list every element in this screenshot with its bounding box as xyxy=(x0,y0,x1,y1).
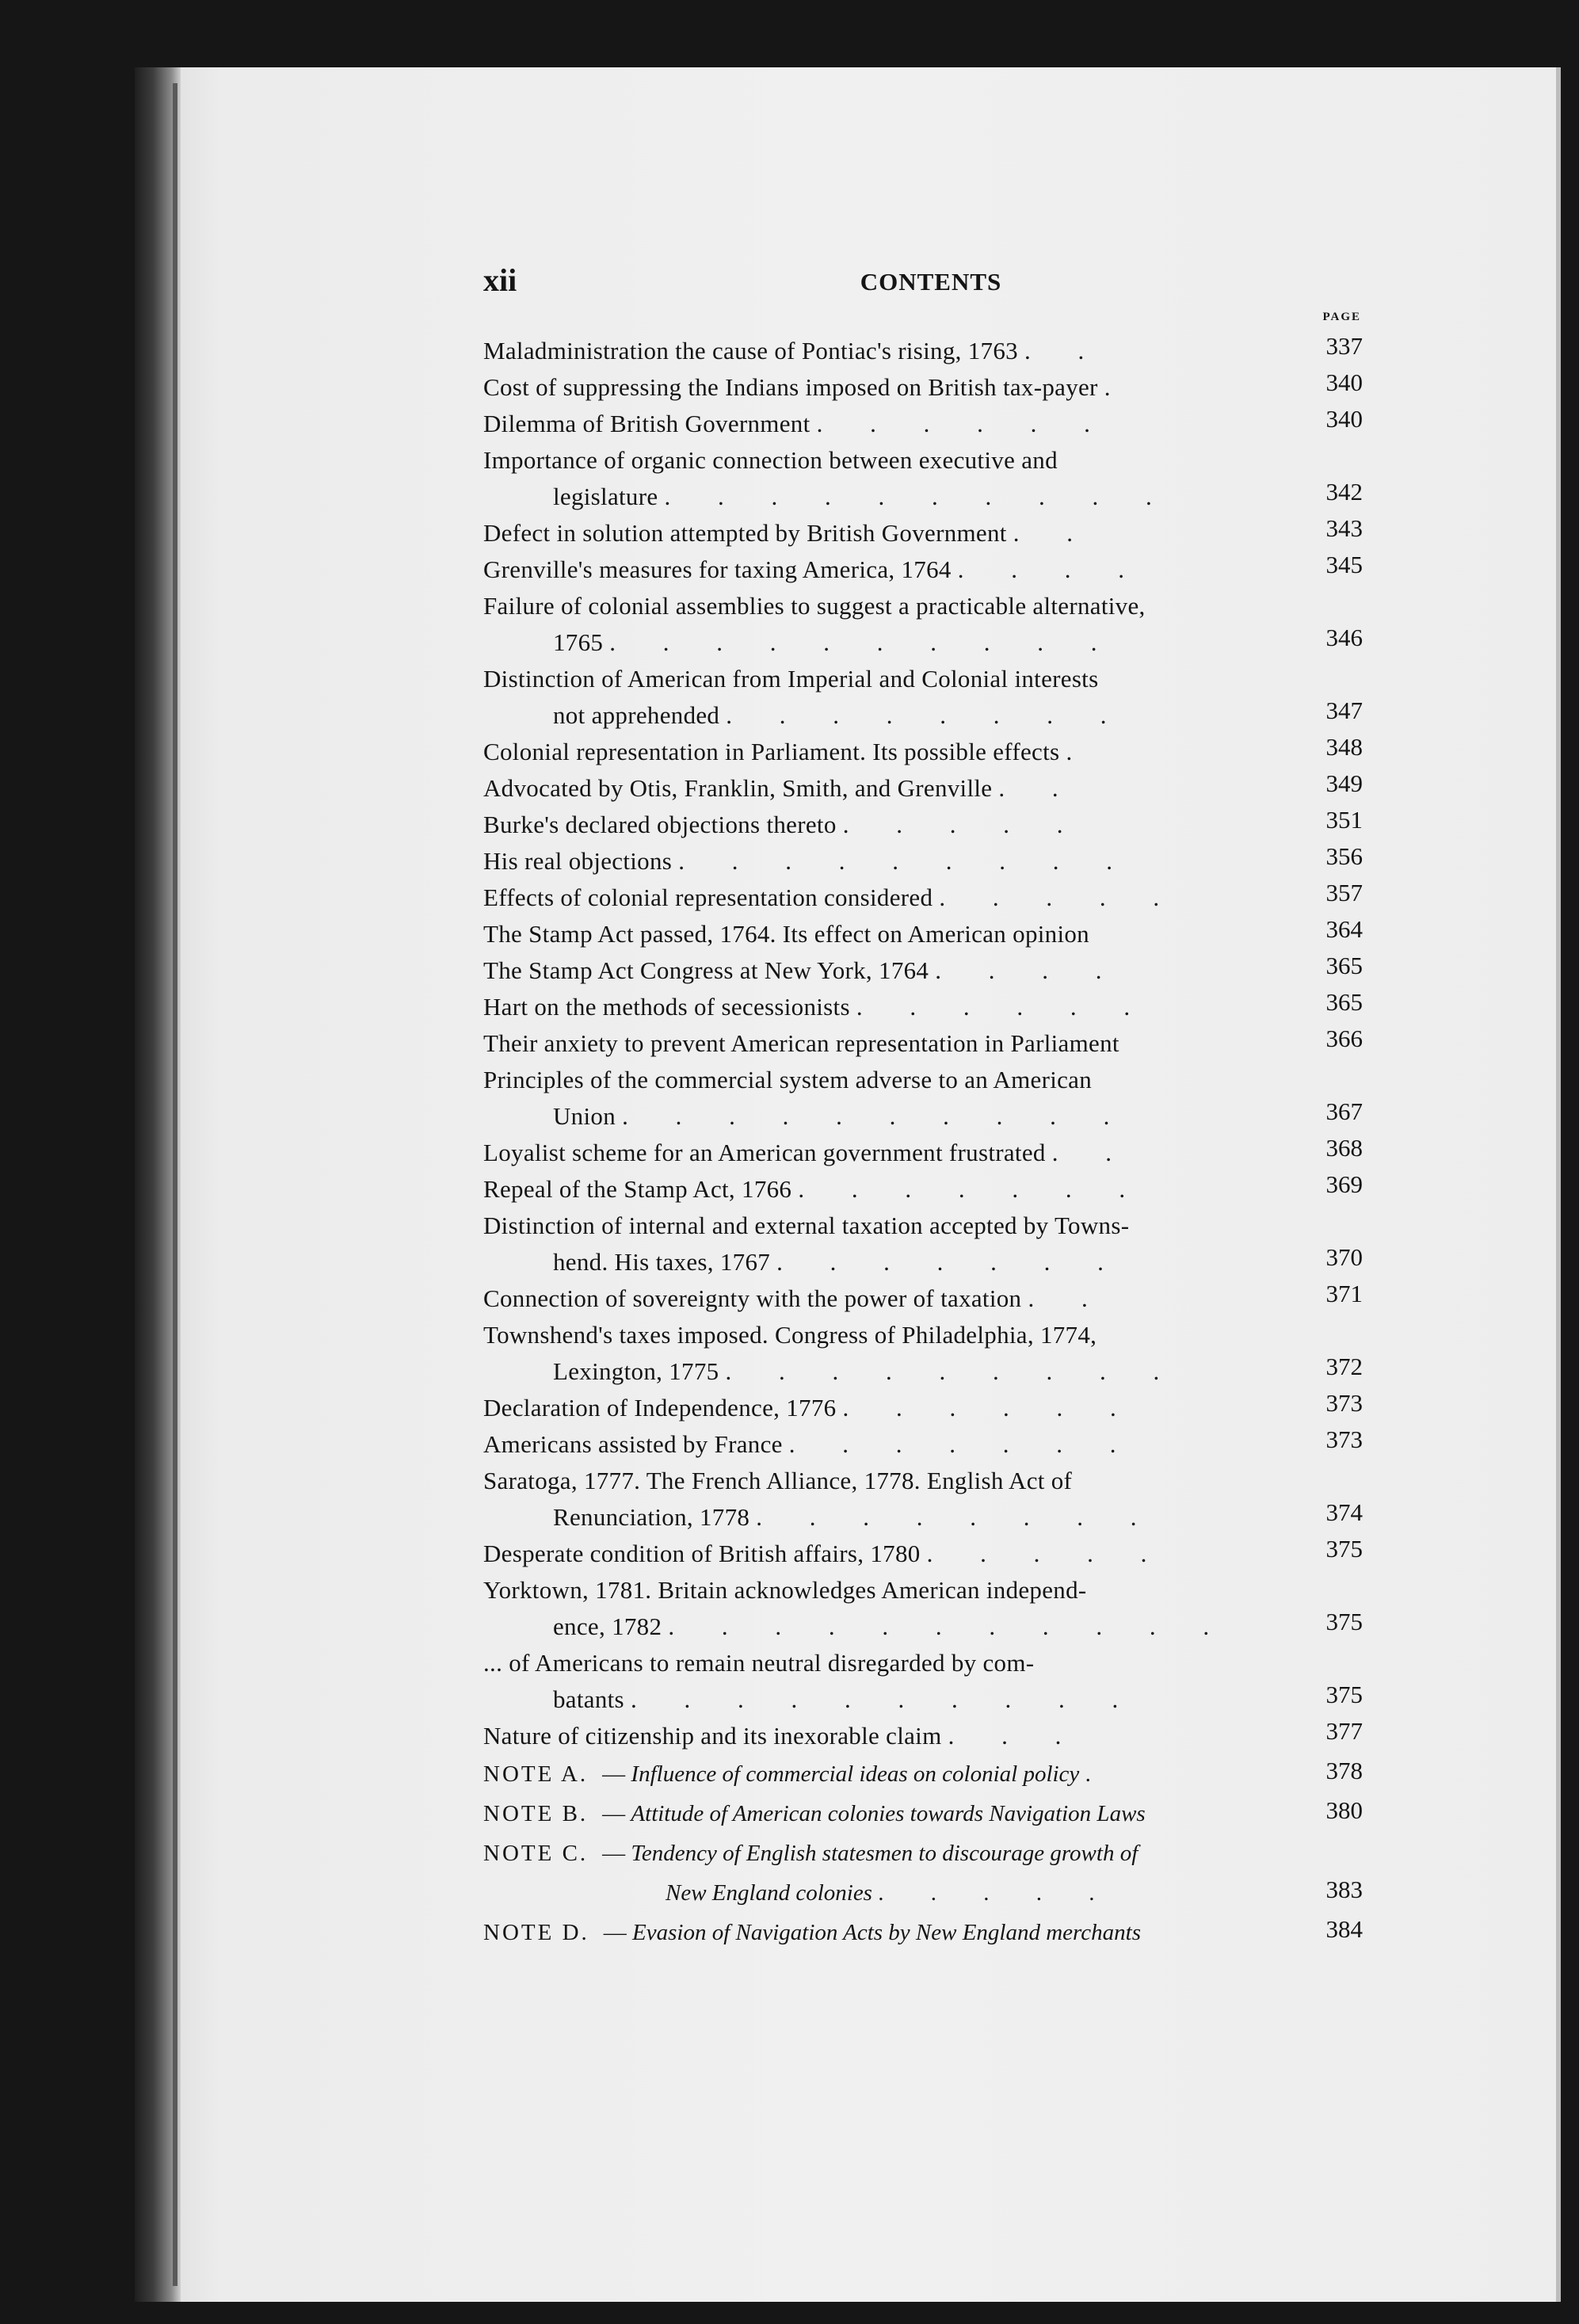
entry-title-text: Repeal of the Stamp Act, 1766 xyxy=(483,1175,792,1203)
entry-title-line xyxy=(483,406,1379,442)
entry-page-number: 365 xyxy=(1325,952,1363,979)
toc-entry xyxy=(483,880,1379,916)
dot-leader: . . xyxy=(1051,1139,1133,1166)
note-label: NOTE C. xyxy=(483,1841,589,1866)
entry-title-line xyxy=(483,843,1379,880)
toc-entry xyxy=(483,1645,1379,1718)
dot-leader: . . . . xyxy=(957,555,1146,583)
entry-title-text: Distinction of internal and external taxation accepted by Towns- xyxy=(483,1212,1130,1239)
entry-title-line xyxy=(483,1681,1379,1718)
entry-title-text: Grenville's measures for taxing America, 1764 xyxy=(483,555,952,583)
toc-entry xyxy=(483,333,1379,369)
toc-entry xyxy=(483,1280,1379,1317)
dot-leader: . . . . . . xyxy=(856,993,1151,1021)
entry-page-number: 377 xyxy=(1325,1717,1363,1745)
entry-page-number: 347 xyxy=(1325,696,1363,724)
toc-note xyxy=(483,1913,1379,1952)
dot-leader: . . . . . . . . . . xyxy=(622,1102,1131,1130)
entry-title-line xyxy=(483,333,1379,369)
note-label: NOTE B. xyxy=(483,1801,589,1826)
note-title: Attitude of American colonies towards Navigation Laws xyxy=(631,1801,1146,1826)
dot-leader: . . . . . . xyxy=(816,410,1111,437)
entry-title-line xyxy=(483,588,1379,624)
toc-entry xyxy=(483,1171,1379,1208)
dot-leader: . . . . . . . . . . . xyxy=(668,1612,1230,1640)
note-line: NOTE B. — Attitude of American colonies towards Navigation Laws xyxy=(483,1801,1146,1826)
dot-leader: . . . . . . . . . xyxy=(725,1357,1180,1385)
note-page-number: 378 xyxy=(1325,1757,1363,1784)
toc-entry xyxy=(483,515,1379,551)
toc-entry xyxy=(483,588,1379,661)
note-label: NOTE D. xyxy=(483,1920,589,1945)
entry-title-text: Union xyxy=(553,1102,616,1130)
entry-title-text: Failure of colonial assemblies to suggest a practicable alternative, xyxy=(483,592,1146,620)
dot-leader: . . xyxy=(1028,1284,1108,1312)
toc-entry xyxy=(483,843,1379,880)
entry-title-line xyxy=(483,1135,1379,1171)
entry-page-number: 369 xyxy=(1325,1170,1363,1198)
toc-entry xyxy=(483,1718,1379,1754)
entry-title-line xyxy=(483,916,1379,952)
toc-entry xyxy=(483,1317,1379,1390)
entry-title-text: Maladministration the cause of Pontiac's rising, 1763 xyxy=(483,337,1018,364)
entry-title-text: Americans assisted by France xyxy=(483,1430,783,1458)
entry-page-number: 364 xyxy=(1325,915,1363,943)
entry-page-number: 373 xyxy=(1325,1425,1363,1453)
note-page-number: 384 xyxy=(1325,1915,1363,1943)
toc-entries xyxy=(483,333,1379,1754)
page-edge xyxy=(1556,67,1561,2302)
entry-title-text: Cost of suppressing the Indians imposed on British tax-payer xyxy=(483,373,1098,401)
entry-title-text: Colonial representation in Parliament. Its possible effects xyxy=(483,738,1060,765)
entry-title-text: The Stamp Act Congress at New York, 1764 xyxy=(483,956,929,984)
entry-title-text: Principles of the commercial system adverse to an American xyxy=(483,1066,1093,1093)
entry-title-text: 1765 xyxy=(553,628,604,656)
toc-entry xyxy=(483,770,1379,807)
note-line: NOTE D. — Evasion of Navigation Acts by New England merchants xyxy=(483,1920,1141,1945)
entry-title-text: Renunciation, 1778 xyxy=(553,1503,750,1531)
dot-leader: . . . . xyxy=(935,956,1123,984)
note-title: Evasion of Navigation Acts by New England merchants xyxy=(632,1920,1141,1945)
dot-leader: . xyxy=(1085,1761,1112,1787)
note-page-number: 380 xyxy=(1325,1796,1363,1824)
entry-title-line xyxy=(483,1171,1379,1208)
toc-entry xyxy=(483,989,1379,1025)
entry-title-line xyxy=(483,1426,1379,1463)
toc-entry xyxy=(483,1025,1379,1062)
dot-leader: . . . . . . . . xyxy=(726,701,1127,729)
dot-leader: . . . . . . . xyxy=(798,1175,1146,1203)
dot-leader: . xyxy=(1066,738,1093,765)
note-label: NOTE A. xyxy=(483,1761,589,1787)
entry-title-text: Advocated by Otis, Franklin, Smith, and Grenville xyxy=(483,774,993,802)
entry-page-number: 375 xyxy=(1325,1608,1363,1635)
entry-page-number: 373 xyxy=(1325,1389,1363,1417)
entry-title-text: His real objections xyxy=(483,847,673,875)
entry-page-number: 340 xyxy=(1325,368,1363,396)
entry-title-line xyxy=(483,1025,1379,1062)
entry-page-number: 356 xyxy=(1325,842,1363,870)
entry-title-line xyxy=(483,624,1379,661)
dot-leader: . . xyxy=(998,774,1079,802)
entry-title-line xyxy=(483,1499,1379,1536)
entry-title-text: Distinction of American from Imperial and Colonial interests xyxy=(483,665,1099,693)
entry-title-text: Loyalist scheme for an American government frustrated xyxy=(483,1139,1046,1166)
entry-title-text: Dilemma of British Government xyxy=(483,410,810,437)
dot-leader: . . . . . . . xyxy=(776,1248,1124,1276)
entry-title-line xyxy=(483,1718,1379,1754)
note-title: Influence of commercial ideas on colonial policy xyxy=(631,1761,1080,1787)
dot-leader: . . . . . . . xyxy=(788,1430,1137,1458)
entry-page-number: 357 xyxy=(1325,879,1363,906)
entry-title-line xyxy=(483,697,1379,734)
toc-entry xyxy=(483,406,1379,442)
toc-entry xyxy=(483,442,1379,515)
entry-title-text: Desperate condition of British affairs, 1780 xyxy=(483,1540,921,1567)
toc-entry xyxy=(483,369,1379,406)
toc-entry xyxy=(483,952,1379,989)
entry-page-number: 343 xyxy=(1325,514,1363,542)
entry-title-line xyxy=(483,479,1379,515)
toc-note xyxy=(483,1834,1379,1913)
entry-page-number: 351 xyxy=(1325,806,1363,834)
entry-title-line xyxy=(483,515,1379,551)
entry-page-number: 375 xyxy=(1325,1681,1363,1708)
entry-title-text: legislature xyxy=(553,483,658,510)
entry-title-line xyxy=(483,1645,1379,1681)
entry-page-number: 349 xyxy=(1325,769,1363,797)
binding-edge xyxy=(173,83,177,2286)
entry-title-line xyxy=(483,807,1379,843)
entry-title-line xyxy=(483,952,1379,989)
toc-entry xyxy=(483,1135,1379,1171)
dot-leader: . . . . . xyxy=(842,811,1084,838)
entry-title-text: Nature of citizenship and its inexorable claim xyxy=(483,1722,942,1750)
dot-leader: . . . . . xyxy=(926,1540,1168,1567)
contents-page xyxy=(483,261,1379,1952)
entry-title-line xyxy=(483,661,1379,697)
entry-title-line xyxy=(483,770,1379,807)
toc-note xyxy=(483,1754,1379,1794)
entry-page-number: 375 xyxy=(1325,1535,1363,1563)
entry-title-text: Their anxiety to prevent American representation in Parliament xyxy=(483,1029,1119,1057)
entry-page-number: 346 xyxy=(1325,624,1363,651)
entry-page-number: 366 xyxy=(1325,1025,1363,1052)
note-title: New England colonies xyxy=(666,1880,872,1906)
toc-entry xyxy=(483,734,1379,770)
dot-leader: . . . . . . . . . . xyxy=(609,628,1118,656)
toc-entry xyxy=(483,1536,1379,1572)
entry-title-text: Townshend's taxes imposed. Congress of Philadelphia, 1774, xyxy=(483,1321,1097,1349)
toc-entry xyxy=(483,1463,1379,1536)
page-column-label: PAGE xyxy=(1322,311,1361,323)
entry-title-line xyxy=(483,1098,1379,1135)
entry-page-number: 348 xyxy=(1325,733,1363,761)
entry-title-text: Burke's declared objections thereto xyxy=(483,811,837,838)
entry-title-line xyxy=(483,1353,1379,1390)
dot-leader: . . . . . . . . . . xyxy=(630,1685,1139,1713)
toc-entry xyxy=(483,807,1379,843)
entry-title-text: Effects of colonial representation considered xyxy=(483,883,933,911)
entry-page-number: 371 xyxy=(1325,1280,1363,1307)
note-title: Tendency of English statesmen to discourage growth of xyxy=(631,1841,1138,1866)
entry-title-line xyxy=(483,1317,1379,1353)
dot-leader: . . xyxy=(1013,519,1094,547)
entry-title-text: ence, 1782 xyxy=(553,1612,662,1640)
dot-leader: . . . . . . xyxy=(842,1394,1137,1421)
entry-title-line xyxy=(483,1390,1379,1426)
entry-page-number: 370 xyxy=(1325,1243,1363,1271)
note-page-number: 383 xyxy=(1325,1876,1363,1903)
dot-leader: . . xyxy=(1024,337,1105,364)
entry-title-line xyxy=(483,369,1379,406)
entry-title-text: The Stamp Act passed, 1764. Its effect on American opinion xyxy=(483,920,1089,948)
entry-page-number: 342 xyxy=(1325,478,1363,506)
toc-entry xyxy=(483,1062,1379,1135)
entry-page-number: 340 xyxy=(1325,405,1363,433)
dot-leader: . . . . . . . . xyxy=(756,1503,1158,1531)
toc-entry xyxy=(483,1390,1379,1426)
entry-title-line xyxy=(483,989,1379,1025)
entry-title-text: Connection of sovereignty with the power of taxation xyxy=(483,1284,1022,1312)
dot-leader: . . . xyxy=(948,1722,1082,1750)
toc-entry xyxy=(483,916,1379,952)
note-line: NOTE A. — Influence of commercial ideas on colonial policy . xyxy=(483,1761,1112,1787)
toc-entry xyxy=(483,1572,1379,1645)
entry-title-line xyxy=(483,1463,1379,1499)
entry-title-text: Yorktown, 1781. Britain acknowledges American independ- xyxy=(483,1576,1087,1604)
toc-note xyxy=(483,1794,1379,1834)
toc-entry xyxy=(483,1208,1379,1280)
page-number: xii xyxy=(483,262,517,298)
dot-leader: . xyxy=(1104,373,1131,401)
entry-page-number: 368 xyxy=(1325,1134,1363,1162)
note-line: NOTE C. — Tendency of English statesmen to discourage growth of xyxy=(483,1841,1138,1866)
entry-title-line xyxy=(483,880,1379,916)
entry-title-text: not apprehended xyxy=(553,701,720,729)
dot-leader: . . . . . . . . . xyxy=(678,847,1133,875)
entry-title-line xyxy=(483,1208,1379,1244)
entry-title-text: Saratoga, 1777. The French Alliance, 1778. English Act of xyxy=(483,1467,1073,1494)
entry-title-line xyxy=(483,1280,1379,1317)
note-line xyxy=(483,1873,1379,1913)
entry-page-number: 374 xyxy=(1325,1498,1363,1526)
entry-title-line xyxy=(483,1062,1379,1098)
entry-title-text: ... of Americans to remain neutral disregarded by com- xyxy=(483,1649,1035,1677)
entry-title-text: Lexington, 1775 xyxy=(553,1357,719,1385)
toc-entry xyxy=(483,551,1379,588)
entry-title-line xyxy=(483,734,1379,770)
entry-title-line xyxy=(483,1572,1379,1608)
toc-entry xyxy=(483,661,1379,734)
entry-page-number: 367 xyxy=(1325,1097,1363,1125)
toc-entry xyxy=(483,1426,1379,1463)
dot-leader: . . . . . . . . . . xyxy=(664,483,1173,510)
entry-title-line xyxy=(483,551,1379,588)
entry-title-text: hend. His taxes, 1767 xyxy=(553,1248,771,1276)
dot-leader: . . . . . xyxy=(939,883,1180,911)
entry-page-number: 365 xyxy=(1325,988,1363,1016)
entry-title-line xyxy=(483,1608,1379,1645)
dot-leader: . . . . . xyxy=(878,1880,1116,1906)
entry-title-text: Hart on the methods of secessionists xyxy=(483,993,850,1021)
page-header xyxy=(483,261,1379,309)
entry-title-line xyxy=(483,1536,1379,1572)
entry-title-line xyxy=(483,442,1379,479)
running-head: CONTENTS xyxy=(860,268,1002,296)
entry-title-line xyxy=(483,1244,1379,1280)
entry-title-text: Importance of organic connection between executive and xyxy=(483,446,1058,474)
entry-title-text: Defect in solution attempted by British Government xyxy=(483,519,1007,547)
entry-page-number: 372 xyxy=(1325,1353,1363,1380)
entry-page-number: 345 xyxy=(1325,551,1363,578)
toc-notes xyxy=(483,1754,1379,1952)
entry-page-number: 337 xyxy=(1325,332,1363,360)
entry-title-text: Declaration of Independence, 1776 xyxy=(483,1394,837,1421)
entry-title-text: batants xyxy=(553,1685,624,1713)
